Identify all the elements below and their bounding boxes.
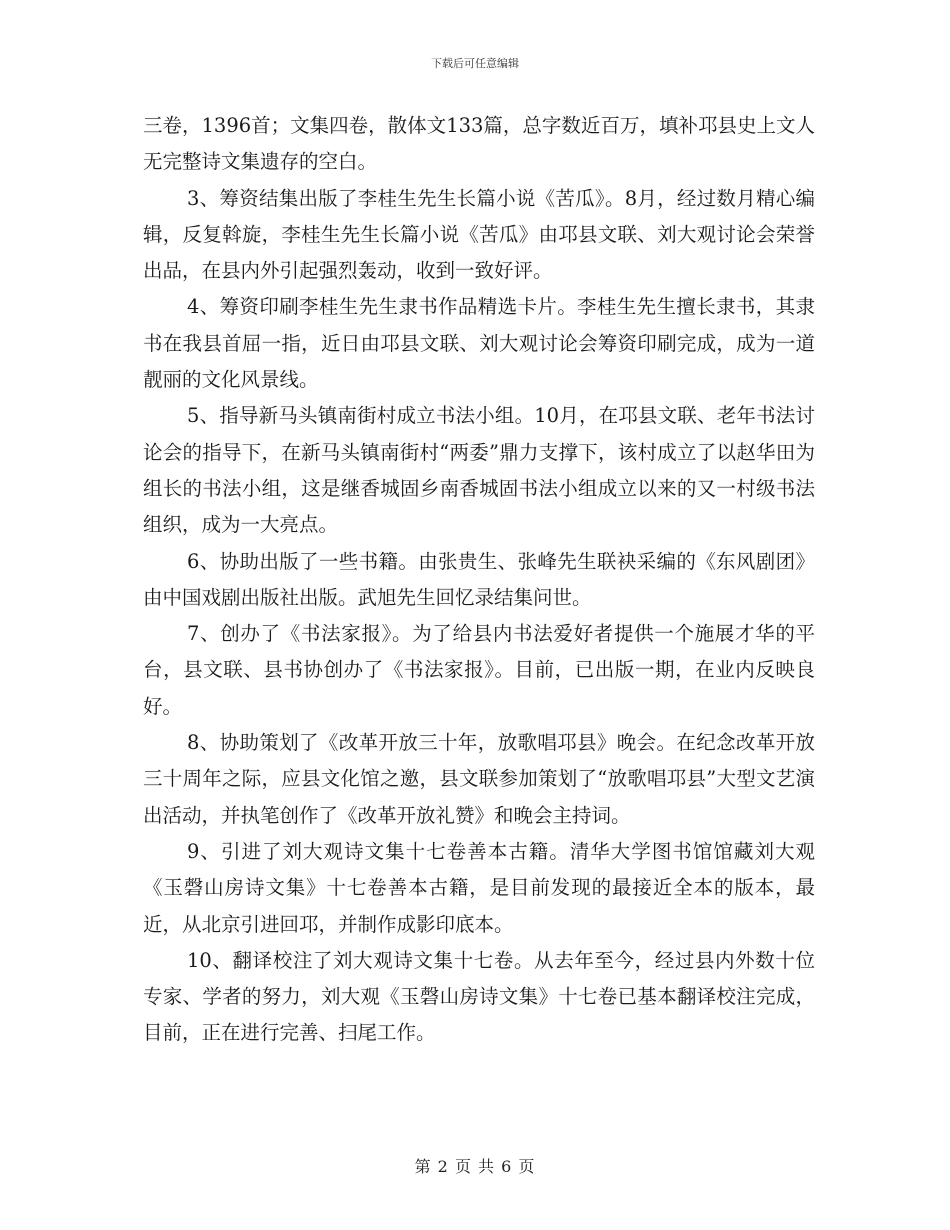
total-page-count: 6 [501, 1157, 513, 1176]
page-header: 下载后可任意编辑 [431, 57, 519, 70]
paragraph-item-9: 9、引进了刘大观诗文集十七卷善本古籍。清华大学图书馆馆藏刘大观《玉磬山房诗文集》十七卷善本古籍，是目前发现的最接近全本的版本，最近，从北京引进回邛，并制作成影印底本。 [143, 839, 815, 936]
paragraph-item-5: 5、指导新马头镇南街村成立书法小组。10月，在邛县文联、老年书法讨论会的指导下，在新马头镇南街村“两委”鼎力支撑下，该村成立了以赵华田为组长的书法小组，这是继香城固乡南香城固书法小组成立以来的又一村级书法组织，成为一大亮点。 [143, 404, 815, 537]
paragraph-continuation: 三卷，1396首；文集四卷，散体文133篇，总字数近百万，填补邛县史上文人无完整诗文集遗存的空白。 [143, 114, 815, 174]
page-number-prefix: 第 [414, 1157, 432, 1176]
paragraph-item-7: 7、创办了《书法家报》。为了给县内书法爱好者提供一个施展才华的平台，县文联、县书协创办了《书法家报》。目前，已出版一期，在业内反映良好。 [143, 622, 815, 718]
page-number-suffix: 页 [518, 1157, 536, 1176]
paragraph-item-4: 4、筹资印刷李桂生先生隶书作品精选卡片。李桂生先生擅长隶书，其隶书在我县首屈一指，近日由邛县文联、刘大观讨论会筹资印刷完成，成为一道靓丽的文化风景线。 [143, 295, 815, 392]
document-body [143, 108, 815, 1052]
paragraph-item-6: 6、协助出版了一些书籍。由张贵生、张峰先生联袂采编的《东风剧团》由中国戏剧出版社出版。武旭先生回忆录结集问世。 [143, 549, 815, 609]
page-number-middle: 页 共 [454, 1157, 496, 1176]
paragraph-item-8: 8、协助策划了《改革开放三十年，放歌唱邛县》晚会。在纪念改革开放三十周年之际，应县文化馆之邀，县文联参加策划了“放歌唱邛县”大型文艺演出活动，并执笔创作了《改革开放礼赞》和晚会主持词。 [143, 731, 815, 827]
paragraph-item-3: 3、筹资结集出版了李桂生先生长篇小说《苦瓜》。8月，经过数月精心编辑，反复斡旋，李桂生先生长篇小说《苦瓜》由邛县文联、刘大观讨论会荣誉出品，在县内外引起强烈轰动，收到一致好评。 [143, 186, 815, 283]
page-footer [0, 1154, 950, 1177]
paragraph-item-10: 10、翻译校注了刘大观诗文集十七卷。从去年至今，经过县内外数十位专家、学者的努力，刘大观《玉磬山房诗文集》十七卷已基本翻译校注完成，目前，正在进行完善、扫尾工作。 [143, 948, 815, 1045]
current-page-number: 2 [437, 1157, 449, 1176]
